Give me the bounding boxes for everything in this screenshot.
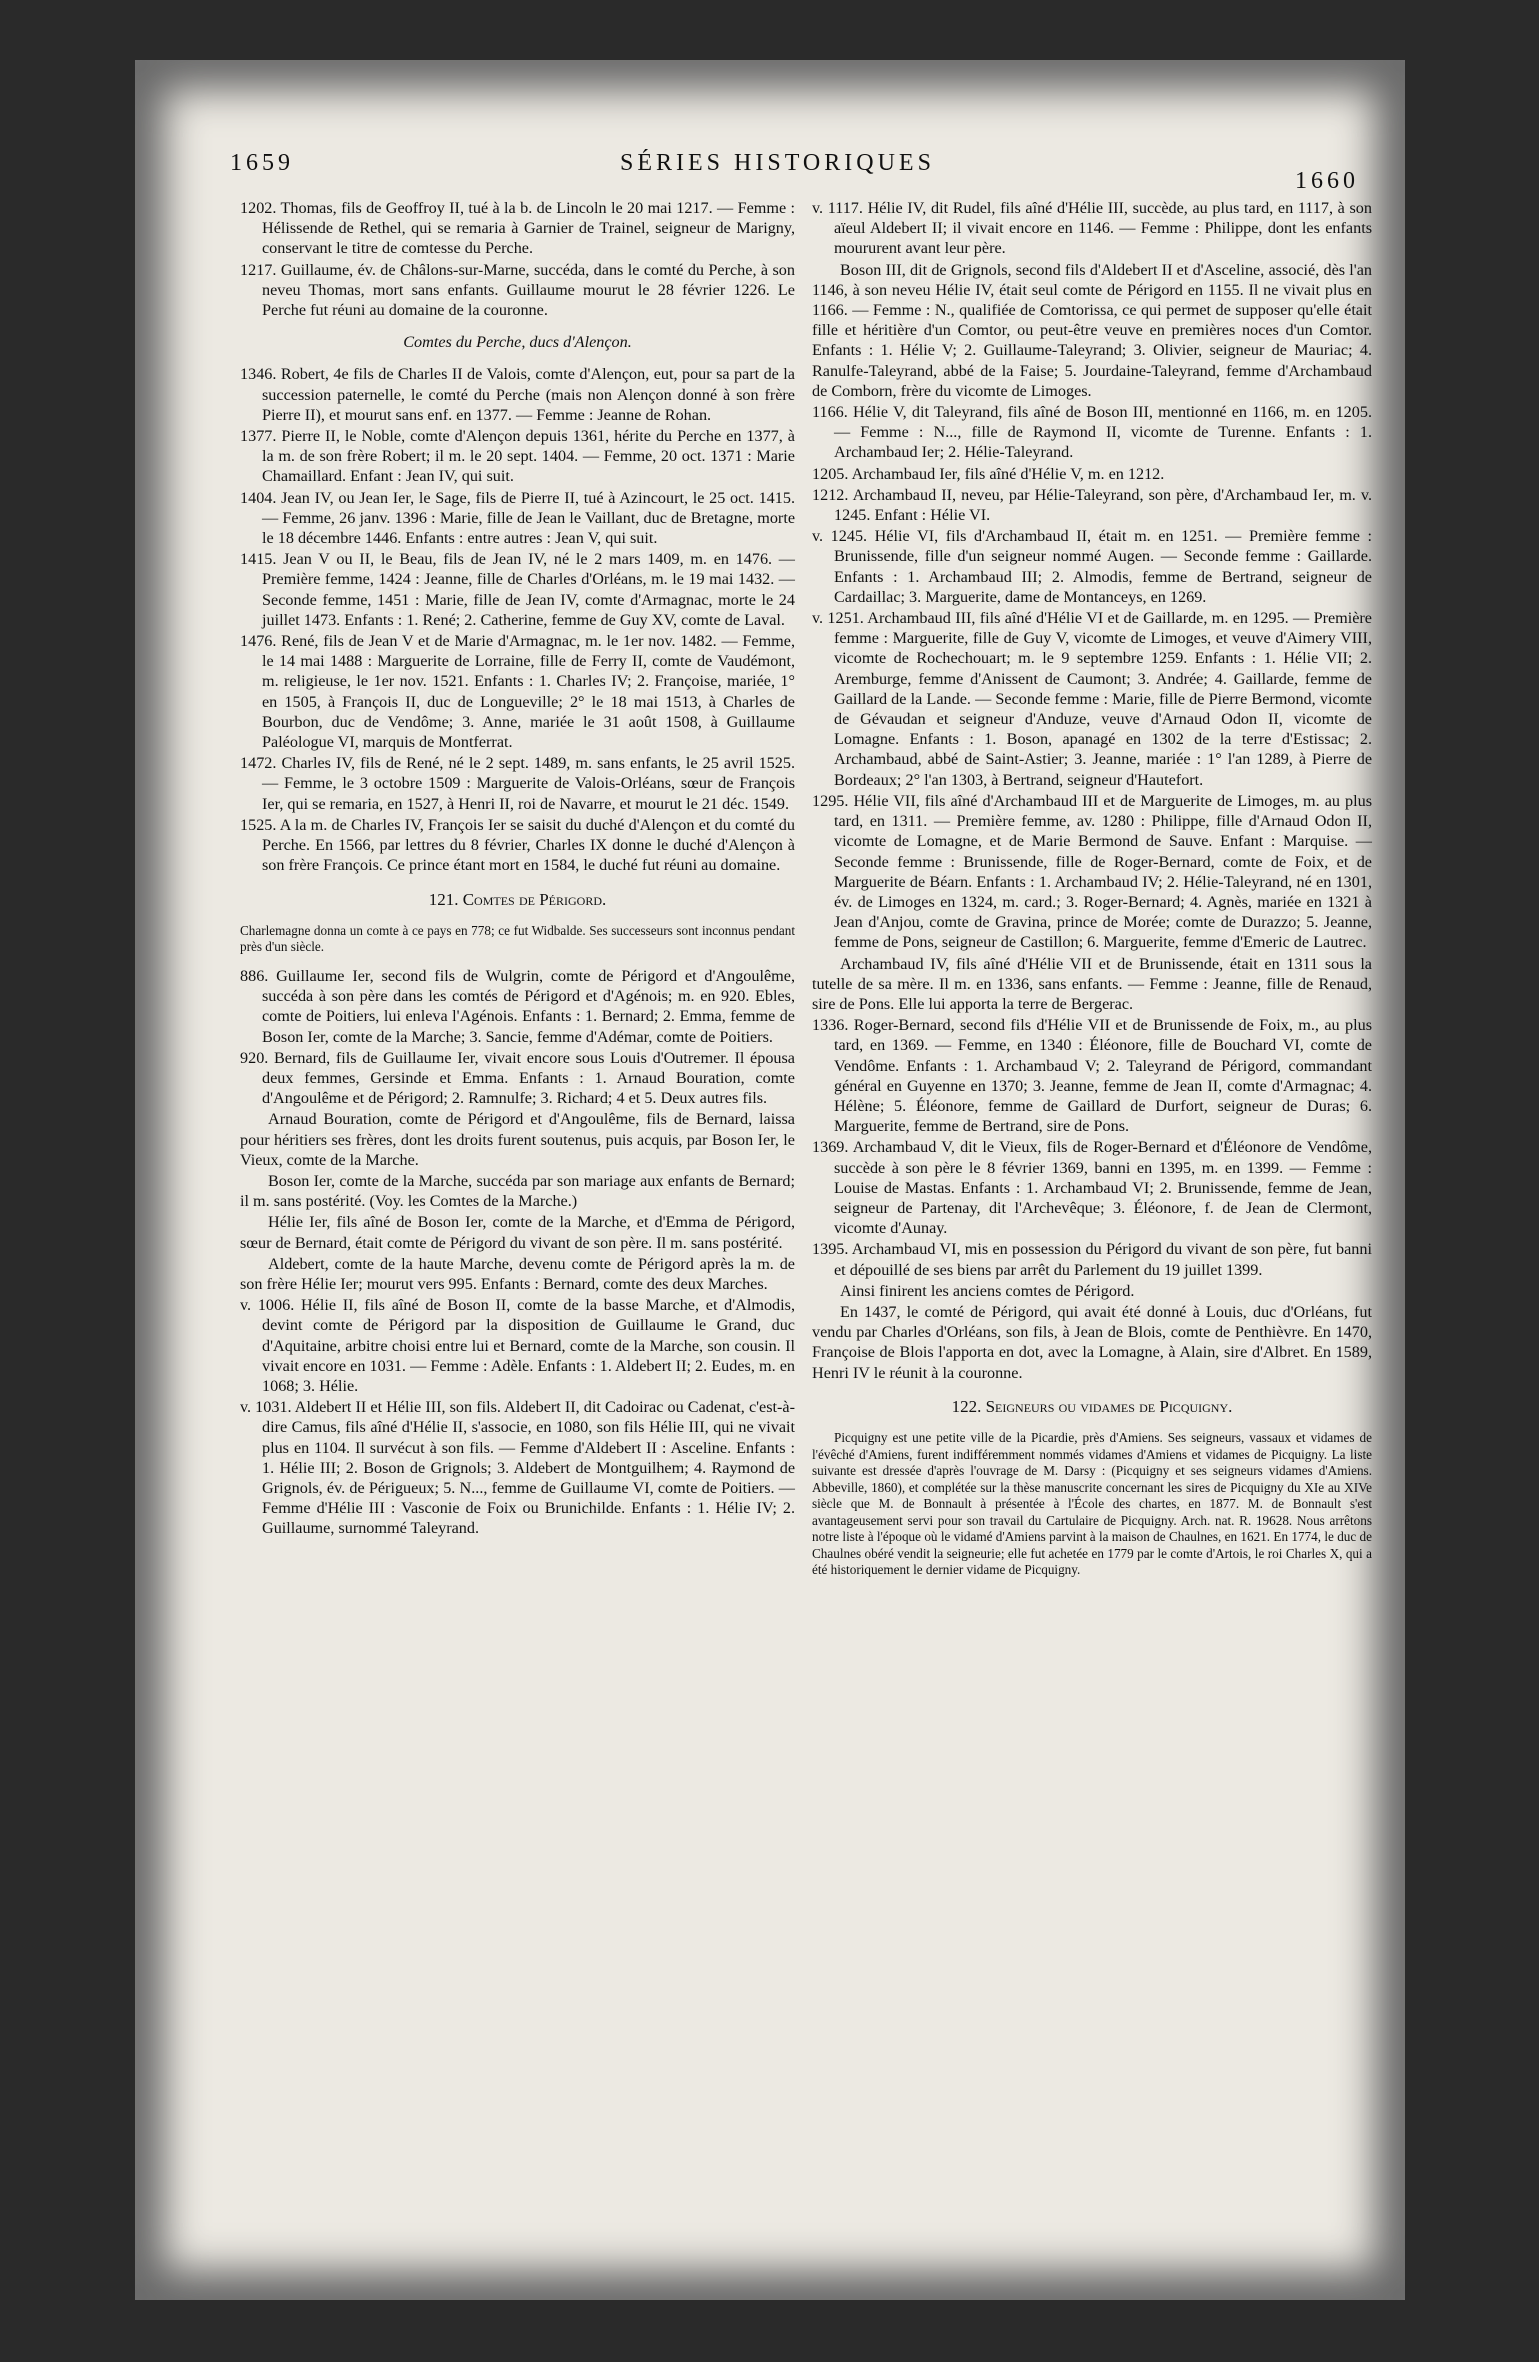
- sub-entry: En 1437, le comté de Périgord, qui avait été donné à Louis, duc d'Orléans, fut vendu par Charles d'Orléans, son fils, à Jean de Blois, comte de Penthièvre. En 1470, Françoise de Blois l'apporta en dot, avec la Lomagne, à Alain, sire d'Albret. En 1589, Henri IV le réunit à la couronne.: [812, 1302, 1372, 1382]
- entry: 886. Guillaume Ier, second fils de Wulgrin, comte de Périgord et d'Angoulême, succéda à son père dans les comtés de Périgord et d'Agénois; m. en 920. Ebles, comte de Poitiers, lui enleva l'Agénois. Enfants : 1. Bernard; 2. Emma, femme de Boson Ier, comte de la Marche; 3. Sancie, femme d'Adémar, comte de Poitiers.: [240, 966, 795, 1046]
- sub-entry: Boson III, dit de Grignols, second fils d'Aldebert II et d'Asceline, associé, dès l'an 1146, à son neveu Hélie IV, était seul comte de Périgord en 1155. Il ne vivait plus en 1166. — Femme : N., qualifiée de Comtorissa, ce qui permet de supposer qu'elle était fille et héritière d'un Comtor, ou peut-être veuve en premières noces d'un Comtor. Enfants : 1. Hélie V; 2. Guillaume-Taleyrand; 3. Olivier, seigneur de Mauriac; 4. Ranulfe-Taleyrand, abbé de la Faise; 5. Jourdaine-Taleyrand, femme d'Archambaud de Comborn, frère du vicomte de Limoges.: [812, 260, 1372, 400]
- entry: 1369. Archambaud V, dit le Vieux, fils de Roger-Bernard et d'Éléonore de Vendôme, succède à son père le 8 février 1369, banni en 1395, m. en 1399. — Femme : Louise de Mastas. Enfants : 1. Archambaud VI; 2. Brunissende, femme de Jean, seigneur de Partenay, dit l'Archevêque; 3. Éléonore, f. de Jean de Clermont, vicomte d'Aunay.: [812, 1138, 1372, 1238]
- entry: v. 1117. Hélie IV, dit Rudel, fils aîné d'Hélie III, succède, au plus tard, en 1117, à son aïeul Aldebert II; il vivait encore en 1146. — Femme : Philippe, dont les enfants moururent avant leur père.: [812, 199, 1372, 258]
- entry: 1295. Hélie VII, fils aîné d'Archambaud III et de Marguerite de Limoges, m. au plus tard, en 1311. — Première femme, av. 1280 : Philippe, fille d'Arnaud Odon II, vicomte de Lomagne, et de Marie Bermond de Sauve. Enfant : Marquise. — Seconde femme : Brunissende, fille de Roger-Bernard, comte de Foix, et de Marguerite de Béarn. Enfants : 1. Archambaud IV; 2. Hélie-Taleyrand, né en 1301, év. de Limoges en 1324, m. card.; 3. Roger-Bernard; 4. Agnès, mariée en 1321 à Jean d'Anjou, comte de Gravina, prince de Morée; comte de Durazzo; 5. Jeanne, femme de Pons, seigneur de Castillon; 6. Marguerite, femme d'Emeric de Lautrec.: [812, 791, 1372, 952]
- entry: 1404. Jean IV, ou Jean Ier, le Sage, fils de Pierre II, tué à Azincourt, le 25 oct. 1415. — Femme, 26 janv. 1396 : Marie, fille de Jean le Vaillant, duc de Bretagne, morte le 18 décembre 1446. Enfants : entre autres : Jean V, qui suit.: [240, 488, 795, 548]
- sub-entry: Aldebert, comte de la haute Marche, devenu comte de Périgord après la m. de son frère Hélie Ier; mourut vers 995. Enfants : Bernard, comte des deux Marches.: [240, 1254, 795, 1293]
- entry: 1377. Pierre II, le Noble, comte d'Alençon depuis 1361, hérite du Perche en 1377, à la m. de son frère Robert; il m. le 20 sept. 1404. — Femme, 20 oct. 1371 : Marie Chamaillard. Enfant : Jean IV, qui suit.: [240, 427, 795, 486]
- page-number-left: 1659: [230, 150, 294, 176]
- entry: v. 1031. Aldebert II et Hélie III, son fils. Aldebert II, dit Cadoirac ou Cadenat, c'est-à-dire Camus, fils aîné d'Hélie II, s'associe, en 1080, son fils Hélie III, qui ne vivait plus en 1104. Il survécut à son fils. — Femme d'Aldebert II : Asceline. Enfants : 1. Hélie III; 2. Boson de Grignols; 3. Aldebert de Montguilhem; 4. Raymond de Grignols, év. de Périgueux; 5. N..., femme de Guillaume VI, comte de Poitiers. — Femme d'Hélie III : Vasconie de Foix ou Brunichilde. Enfants : 1. Hélie IV; 2. Guillaume, surnommé Taleyrand.: [240, 1398, 795, 1538]
- entry: v. 1006. Hélie II, fils aîné de Boson II, comte de la basse Marche, et d'Almodis, devint comte de Périgord par la disposition de Guillaume le Grand, duc d'Aquitaine, arbitre choisi entre lui et Bernard, comte de la Marche, son cousin. Il vivait encore en 1031. — Femme : Adèle. Enfants : 1. Aldebert II; 2. Eudes, m. en 1068; 3. Hélie.: [240, 1296, 795, 1395]
- sub-entry: Arnaud Bouration, comte de Périgord et d'Angoulême, fils de Bernard, laissa pour héritiers ses frères, dont les droits furent soutenus, puis acquis, par Boson Ier, le Vieux, comte de la Marche.: [240, 1110, 795, 1169]
- entry: 1336. Roger-Bernard, second fils d'Hélie VII et de Brunissende de Foix, m., au plus tard, en 1369. — Femme, en 1340 : Éléonore, fille de Bouchard VI, comte de Vendôme. Enfants : 1. Archambaud V; 2. Taleyrand de Périgord, commandant général en Guyenne en 1370; 3. Jeanne, femme de Jean II, comte d'Armagnac; 4. Hélène; 5. Éléonore, femme de Gaillard de Durfort, seigneur de Duras; 6. Marguerite, femme de Bertrand, sire de Pons.: [812, 1016, 1372, 1136]
- page-number-right: 1660: [1295, 168, 1359, 194]
- entry: 1415. Jean V ou II, le Beau, fils de Jean IV, né le 2 mars 1409, m. en 1476. — Première femme, 1424 : Jeanne, fille de Charles d'Orléans, m. le 19 mai 1432. — Seconde femme, 1451 : Marie, fille de Jean IV, comte d'Armagnac, morte le 24 juillet 1473. Enfants : 1. René; 2. Catherine, femme de Guy XV, comte de Laval.: [240, 550, 795, 629]
- entry: 1476. René, fils de Jean V et de Marie d'Armagnac, m. le 1er nov. 1482. — Femme, le 14 mai 1488 : Marguerite de Lorraine, fille de Ferry II, comte de Vaudémont, m. religieuse, le 1er nov. 1521. Enfants : 1. Charles IV; 2. Françoise, mariée, 1° en 1505, à François II, duc de Longueville; 2° le 18 mai 1513, à Charles de Bourbon, duc de Vendôme; 3. Anne, mariée le 31 août 1508, à Guillaume Paléologue VI, marquis de Montferrat.: [240, 632, 795, 752]
- section-note: Charlemagne donna un comte à ce pays en 778; ce fut Widbalde. Ses successeurs sont inconnus pendant près d'un siècle.: [240, 922, 795, 955]
- entry: v. 1245. Hélie VI, fils d'Archambaud II, était m. en 1251. — Première femme : Brunissende, fille d'un seigneur nommé Augen. — Seconde femme : Gaillarde. Enfants : 1. Archambaud III; 2. Almodis, femme de Bertrand, seigneur de Cardaillac; 3. Marguerite, dame de Montanceys, en 1269.: [812, 527, 1372, 606]
- entry: 1205. Archambaud Ier, fils aîné d'Hélie V, m. en 1212.: [812, 464, 1165, 483]
- section-title: 121. Comtes de Périgord.: [428, 889, 607, 909]
- section-title: 122. Seigneurs ou vidames de Picquigny.: [951, 1396, 1233, 1416]
- entry: 1395. Archambaud VI, mis en possession du Périgord du vivant de son père, fut banni et dépouillé de ses biens par arrêt du Parlement du 19 juillet 1399.: [812, 1240, 1372, 1279]
- running-title: SÉRIES HISTORIQUES: [620, 150, 935, 176]
- entry: 1525. A la m. de Charles IV, François Ier se saisit du duché d'Alençon et du comté du Perche. En 1566, par lettres du 8 février, Charles IX donne le duché d'Alençon à son frère François. Ce prince étant mort en 1584, le duché fut réuni au domaine.: [240, 815, 795, 875]
- entry: 1217. Guillaume, év. de Châlons-sur-Marne, succéda, dans le comté du Perche, à son neveu Thomas, mort sans enfants. Guillaume mourut le 28 février 1226. Le Perche fut réuni au domaine de la couronne.: [240, 260, 795, 320]
- left-column: [240, 198, 795, 1540]
- sub-entry: Hélie Ier, fils aîné de Boson Ier, comte de la Marche, et d'Emma de Périgord, sœur de Bernard, était comte de Périgord du vivant de son père. Il m. sans postérité.: [240, 1213, 795, 1252]
- right-column: [812, 198, 1372, 1589]
- entry: 1166. Hélie V, dit Taleyrand, fils aîné de Boson III, mentionné en 1166, m. en 1205. — Femme : N..., fille de Raymond II, vicomte de Turenne. Enfants : 1. Archambaud Ier; 2. Hélie-Taleyrand.: [812, 403, 1372, 462]
- page-header: [230, 150, 1359, 194]
- entry: v. 1251. Archambaud III, fils aîné d'Hélie VI et de Gaillarde, m. en 1295. — Première femme : Marguerite, fille de Guy V, vicomte de Limoges, et veuve d'Aimery VIII, vicomte de Rochechouart; m. le 9 septembre 1259. Enfants : 1. Hélie VII; 2. Aremburge, femme d'Anissent de Caumont; 3. Andrée; 4. Gaillarde, femme de Gaillard de la Lande. — Seconde femme : Marie, fille de Pierre Bermond, vicomte de Gévaudan et seigneur d'Anduze, veuve d'Arnaud Odon II, vicomte de Lomagne. Enfants : 1. Boson, apanagé en 1302 de la terre d'Estissac; 2. Archambaud, abbé de Saint-Astier; 3. Jeanne, mariée : 1° l'an 1289, à Pierre de Bordeaux; 2° l'an 1303, à Bertrand, seigneur d'Hautefort.: [812, 609, 1372, 789]
- entry: 1212. Archambaud II, neveu, par Hélie-Taleyrand, son père, d'Archambaud Ier, m. v. 1245. Enfant : Hélie VI.: [812, 485, 1372, 525]
- sub-entry: Boson Ier, comte de la Marche, succéda par son mariage aux enfants de Bernard; il m. sans postérité. (Voy. les Comtes de la Marche.): [240, 1171, 795, 1211]
- entry: 1472. Charles IV, fils de René, né le 2 sept. 1489, m. sans enfants, le 25 avril 1525. — Femme, le 3 octobre 1509 : Marguerite de Valois-Orléans, sœur de François Ier, qui se remaria, en 1527, à Henri II, roi de Navarre, et mourut le 21 déc. 1549.: [240, 754, 795, 813]
- entry: 920. Bernard, fils de Guillaume Ier, vivait encore sous Louis d'Outremer. Il épousa deux femmes, Gersinde et Emma. Enfants : 1. Arnaud Bouration, comte d'Angoulême et de Périgord; 2. Ramnulfe; 3. Richard; 4 et 5. Deux autres fils.: [240, 1048, 795, 1108]
- sub-entry: Ainsi finirent les anciens comtes de Périgord.: [840, 1281, 1135, 1300]
- sub-entry: Archambaud IV, fils aîné d'Hélie VII et de Brunissende, était en 1311 sous la tutelle de sa mère. Il m. en 1336, sans enfants. — Femme : Jeanne, fille de Renaud, sire de Pons. Elle lui apporta la terre de Bergerac.: [812, 954, 1372, 1013]
- section-note: Picquigny est une petite ville de la Picardie, près d'Amiens. Ses seigneurs, vassaux et vidames de l'évêché d'Amiens, furent indifféremment nommés vidames d'Amiens et vidames de Picquigny. La liste suivante est dressée d'après l'ouvrage de M. Darsy : (Picquigny et ses seigneurs vidames d'Amiens. Abbeville, 1860), et complétée sur la thèse manuscrite concernant les sires de Picquigny du XIe au XIVe siècle que M. de Bonnault à présentée à l'École des chartes, en 1877. M. de Bonnault s'est avantageusement servi pour son travail du Cartulaire de Picquigny. Arch. nat. R. 19628. Nous arrêtons notre liste à l'époque où le vidamé d'Amiens parvint à la maison de Chaulnes, en 1621. En 1774, le duc de Chaulnes obéré vendit la seigneurie; elle fut achetée en 1779 par le comte d'Artois, le roi Charles X, qui a été historiquement le dernier vidame de Picquigny.: [812, 1430, 1372, 1578]
- entry: 1202. Thomas, fils de Geoffroy II, tué à la b. de Lincoln le 20 mai 1217. — Femme : Hélissende de Rethel, qui se remaria à Garnier de Trainel, seigneur de Marigny, conservant le titre de comtesse du Perche.: [240, 199, 795, 258]
- entry: 1346. Robert, 4e fils de Charles II de Valois, comte d'Alençon, eut, pour sa part de la succession paternelle, le comté du Perche (mais non Alençon donné à son frère Pierre II), et mourut sans enf. en 1377. — Femme : Jeanne de Rohan.: [240, 365, 795, 424]
- section-heading: Comtes du Perche, ducs d'Alençon.: [403, 333, 632, 352]
